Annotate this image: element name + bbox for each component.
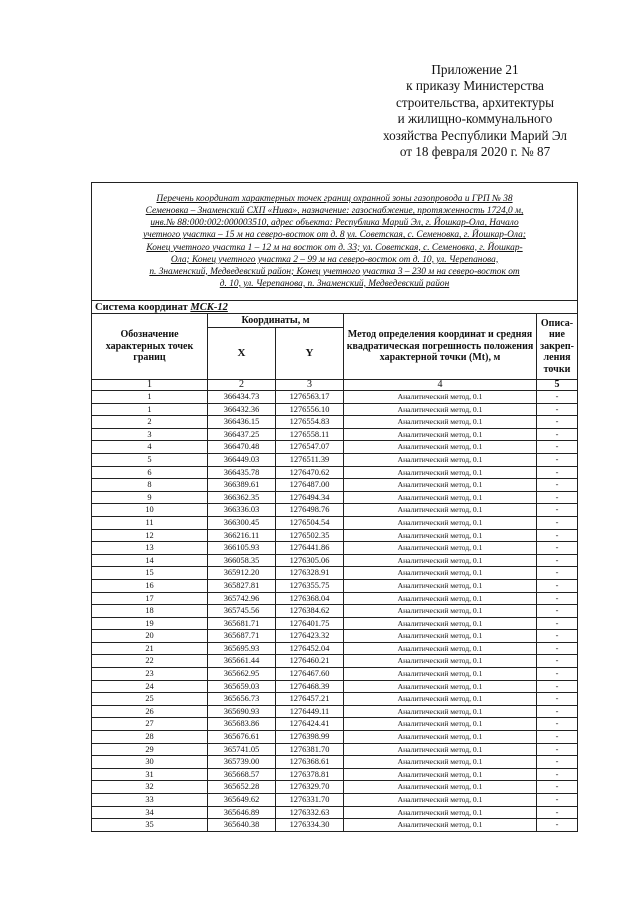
point-number-cell: 27 <box>92 718 208 731</box>
description-cell: - <box>537 403 578 416</box>
x-coordinate-cell: 366336.03 <box>208 504 276 517</box>
y-coordinate-cell: 1276468.39 <box>276 680 344 693</box>
method-cell: Аналитический метод, 0.1 <box>344 567 537 580</box>
table-row <box>92 529 578 542</box>
table-row <box>92 441 578 454</box>
table-row <box>92 617 578 630</box>
x-coordinate-cell: 365662.95 <box>208 668 276 681</box>
point-number-cell: 14 <box>92 554 208 567</box>
point-number-cell: 33 <box>92 794 208 807</box>
point-number-cell: 1 <box>92 403 208 416</box>
table-row <box>92 579 578 592</box>
header-row <box>92 314 578 328</box>
description-cell: - <box>537 391 578 404</box>
x-coordinate-cell: 365652.28 <box>208 781 276 794</box>
point-number-cell: 16 <box>92 579 208 592</box>
description-cell: - <box>537 516 578 529</box>
table-row <box>92 819 578 832</box>
y-coordinate-cell: 1276554.83 <box>276 416 344 429</box>
description-cell: - <box>537 718 578 731</box>
header-line: хозяйства Республики Марий Эл <box>383 127 567 143</box>
description-cell: - <box>537 705 578 718</box>
description-cell: - <box>537 693 578 706</box>
coordinates-table <box>91 182 578 832</box>
table-row <box>92 542 578 555</box>
description-cell: - <box>537 453 578 466</box>
y-coordinate-cell: 1276423.32 <box>276 630 344 643</box>
table-row <box>92 705 578 718</box>
y-coordinate-cell: 1276452.04 <box>276 642 344 655</box>
point-number-cell: 10 <box>92 504 208 517</box>
table-row <box>92 642 578 655</box>
point-number-cell: 24 <box>92 680 208 693</box>
title-line: инв.№ 88:000:002:000003510, адрес объекта: Республика Марий Эл, г. Йошкар-Ола, Начало <box>150 218 519 229</box>
method-cell: Аналитический метод, 0.1 <box>344 516 537 529</box>
point-number-cell: 35 <box>92 819 208 832</box>
method-cell: Аналитический метод, 0.1 <box>344 642 537 655</box>
description-cell: - <box>537 806 578 819</box>
header-line: и жилищно-коммунального <box>397 111 553 127</box>
table-row <box>92 768 578 781</box>
x-coordinate-cell: 365681.71 <box>208 617 276 630</box>
method-cell: Аналитический метод, 0.1 <box>344 617 537 630</box>
header-line: к приказу Министерства <box>406 78 544 94</box>
coordinate-system-label: Система координат <box>95 301 188 313</box>
point-number-cell: 12 <box>92 529 208 542</box>
x-coordinate-cell: 366058.35 <box>208 554 276 567</box>
y-coordinate-cell: 1276457.21 <box>276 693 344 706</box>
table-row <box>92 693 578 706</box>
table-row <box>92 403 578 416</box>
table-row <box>92 731 578 744</box>
y-coordinate-cell: 1276401.75 <box>276 617 344 630</box>
point-number-cell: 19 <box>92 617 208 630</box>
method-cell: Аналитический метод, 0.1 <box>344 768 537 781</box>
y-coordinate-cell: 1276502.35 <box>276 529 344 542</box>
y-coordinate-cell: 1276504.54 <box>276 516 344 529</box>
table-row <box>92 466 578 479</box>
point-number-cell: 3 <box>92 428 208 441</box>
column-number: 4 <box>344 380 537 391</box>
header-y: Y <box>276 328 344 380</box>
point-number-cell: 2 <box>92 416 208 429</box>
table-row <box>92 743 578 756</box>
description-cell: - <box>537 743 578 756</box>
x-coordinate-cell: 365741.05 <box>208 743 276 756</box>
header-method: Метод определения координат и средняя квадратическая погрешность положения характерной точки (Mt), м <box>344 314 537 380</box>
point-number-cell: 22 <box>92 655 208 668</box>
x-coordinate-cell: 366300.45 <box>208 516 276 529</box>
point-number-cell: 11 <box>92 516 208 529</box>
method-cell: Аналитический метод, 0.1 <box>344 806 537 819</box>
table-title <box>92 183 578 301</box>
table-row <box>92 756 578 769</box>
header-line: от 18 февраля 2020 г. № 87 <box>399 144 551 160</box>
x-coordinate-cell: 366105.93 <box>208 542 276 555</box>
y-coordinate-cell: 1276398.99 <box>276 731 344 744</box>
description-cell: - <box>537 668 578 681</box>
title-line: учетного участка – 15 м на северо-восток от д. 8 ул. Советская, с. Семеновка, г. Йошкар-Ола; <box>143 230 526 241</box>
y-coordinate-cell: 1276563.17 <box>276 391 344 404</box>
method-cell: Аналитический метод, 0.1 <box>344 705 537 718</box>
x-coordinate-cell: 366436.15 <box>208 416 276 429</box>
x-coordinate-cell: 366434.73 <box>208 391 276 404</box>
x-coordinate-cell: 366437.25 <box>208 428 276 441</box>
x-coordinate-cell: 366216.11 <box>208 529 276 542</box>
table-row <box>92 605 578 618</box>
x-coordinate-cell: 365676.61 <box>208 731 276 744</box>
column-number: 1 <box>92 380 208 391</box>
table-row <box>92 391 578 404</box>
description-cell: - <box>537 781 578 794</box>
title-line: Ола; Конец учетного участка 2 – 99 м на северо-восток от д. 10, ул. Черепанова, <box>170 254 499 265</box>
description-cell: - <box>537 768 578 781</box>
column-number: 3 <box>276 380 344 391</box>
table-row <box>92 416 578 429</box>
description-cell: - <box>537 592 578 605</box>
description-cell: - <box>537 617 578 630</box>
method-cell: Аналитический метод, 0.1 <box>344 391 537 404</box>
description-cell: - <box>537 605 578 618</box>
table-row <box>92 428 578 441</box>
description-cell: - <box>537 819 578 832</box>
table-row <box>92 453 578 466</box>
method-cell: Аналитический метод, 0.1 <box>344 504 537 517</box>
method-cell: Аналитический метод, 0.1 <box>344 693 537 706</box>
y-coordinate-cell: 1276494.34 <box>276 491 344 504</box>
table-row <box>92 668 578 681</box>
title-row <box>92 183 578 301</box>
y-coordinate-cell: 1276328.91 <box>276 567 344 580</box>
y-coordinate-cell: 1276334.30 <box>276 819 344 832</box>
y-coordinate-cell: 1276556.10 <box>276 403 344 416</box>
x-coordinate-cell: 365668.57 <box>208 768 276 781</box>
method-cell: Аналитический метод, 0.1 <box>344 554 537 567</box>
x-coordinate-cell: 366432.36 <box>208 403 276 416</box>
description-cell: - <box>537 680 578 693</box>
method-cell: Аналитический метод, 0.1 <box>344 441 537 454</box>
y-coordinate-cell: 1276331.70 <box>276 794 344 807</box>
method-cell: Аналитический метод, 0.1 <box>344 403 537 416</box>
x-coordinate-cell: 365659.03 <box>208 680 276 693</box>
y-coordinate-cell: 1276487.00 <box>276 479 344 492</box>
y-coordinate-cell: 1276329.70 <box>276 781 344 794</box>
x-coordinate-cell: 365640.38 <box>208 819 276 832</box>
point-number-cell: 28 <box>92 731 208 744</box>
method-cell: Аналитический метод, 0.1 <box>344 453 537 466</box>
description-cell: - <box>537 642 578 655</box>
x-coordinate-cell: 365690.93 <box>208 705 276 718</box>
method-cell: Аналитический метод, 0.1 <box>344 428 537 441</box>
x-coordinate-cell: 366470.48 <box>208 441 276 454</box>
y-coordinate-cell: 1276467.60 <box>276 668 344 681</box>
description-cell: - <box>537 504 578 517</box>
description-cell: - <box>537 416 578 429</box>
header-coords: Координаты, м <box>208 314 344 328</box>
point-number-cell: 30 <box>92 756 208 769</box>
table-body <box>92 183 578 391</box>
method-cell: Аналитический метод, 0.1 <box>344 819 537 832</box>
header-x: X <box>208 328 276 380</box>
description-cell: - <box>537 479 578 492</box>
description-cell: - <box>537 567 578 580</box>
point-number-cell: 34 <box>92 806 208 819</box>
method-cell: Аналитический метод, 0.1 <box>344 579 537 592</box>
appendix-header <box>350 62 600 160</box>
point-number-cell: 26 <box>92 705 208 718</box>
method-cell: Аналитический метод, 0.1 <box>344 630 537 643</box>
x-coordinate-cell: 365661.44 <box>208 655 276 668</box>
header-line: строительства, архитектуры <box>396 94 554 110</box>
table-row <box>92 504 578 517</box>
method-cell: Аналитический метод, 0.1 <box>344 605 537 618</box>
x-coordinate-cell: 365687.71 <box>208 630 276 643</box>
x-coordinate-cell: 366362.35 <box>208 491 276 504</box>
header-line: Приложение 21 <box>431 62 519 77</box>
point-number-cell: 15 <box>92 567 208 580</box>
description-cell: - <box>537 542 578 555</box>
y-coordinate-cell: 1276305.06 <box>276 554 344 567</box>
description-cell: - <box>537 579 578 592</box>
point-number-cell: 32 <box>92 781 208 794</box>
method-cell: Аналитический метод, 0.1 <box>344 592 537 605</box>
title-line: п. Знаменский, Медведевский район; Конец учетного участка 3 – 230 м на северо-восток от <box>149 266 520 277</box>
point-number-cell: 4 <box>92 441 208 454</box>
coordinate-system-row <box>92 301 578 314</box>
y-coordinate-cell: 1276470.62 <box>276 466 344 479</box>
method-cell: Аналитический метод, 0.1 <box>344 668 537 681</box>
point-number-cell: 31 <box>92 768 208 781</box>
method-cell: Аналитический метод, 0.1 <box>344 466 537 479</box>
description-cell: - <box>537 756 578 769</box>
title-line: Перечень координат характерных точек границ охранной зоны газопровода и ГРП № 38 <box>156 194 513 205</box>
point-number-cell: 18 <box>92 605 208 618</box>
y-coordinate-cell: 1276547.07 <box>276 441 344 454</box>
method-cell: Аналитический метод, 0.1 <box>344 655 537 668</box>
method-cell: Аналитический метод, 0.1 <box>344 491 537 504</box>
point-number-cell: 29 <box>92 743 208 756</box>
y-coordinate-cell: 1276460.21 <box>276 655 344 668</box>
x-coordinate-cell: 365646.89 <box>208 806 276 819</box>
column-number: 2 <box>208 380 276 391</box>
title-line: Семеновка – Знаменский СХП «Нива», назначение: газоснабжение, протяженность 1724,0 м, <box>145 206 524 217</box>
coordinate-system-value: МСК-12 <box>190 301 228 313</box>
description-cell: - <box>537 655 578 668</box>
table-row <box>92 491 578 504</box>
y-coordinate-cell: 1276378.81 <box>276 768 344 781</box>
y-coordinate-cell: 1276424.41 <box>276 718 344 731</box>
method-cell: Аналитический метод, 0.1 <box>344 794 537 807</box>
x-coordinate-cell: 365912.20 <box>208 567 276 580</box>
header-point: Обозначение характерных точек границ <box>92 314 208 380</box>
method-cell: Аналитический метод, 0.1 <box>344 781 537 794</box>
description-cell: - <box>537 466 578 479</box>
method-cell: Аналитический метод, 0.1 <box>344 529 537 542</box>
table-row <box>92 516 578 529</box>
point-number-cell: 6 <box>92 466 208 479</box>
point-number-cell: 23 <box>92 668 208 681</box>
table-row <box>92 806 578 819</box>
y-coordinate-cell: 1276558.11 <box>276 428 344 441</box>
coordinate-system-cell <box>92 301 578 314</box>
x-coordinate-cell: 365739.00 <box>208 756 276 769</box>
table-row <box>92 554 578 567</box>
description-cell: - <box>537 630 578 643</box>
method-cell: Аналитический метод, 0.1 <box>344 756 537 769</box>
y-coordinate-cell: 1276449.11 <box>276 705 344 718</box>
point-number-cell: 25 <box>92 693 208 706</box>
description-cell: - <box>537 428 578 441</box>
header-description: Описа-ние закреп-ления точки <box>537 314 578 380</box>
data-rows <box>92 391 578 832</box>
description-cell: - <box>537 491 578 504</box>
x-coordinate-cell: 365742.96 <box>208 592 276 605</box>
y-coordinate-cell: 1276441.86 <box>276 542 344 555</box>
method-cell: Аналитический метод, 0.1 <box>344 718 537 731</box>
table-row <box>92 567 578 580</box>
description-cell: - <box>537 794 578 807</box>
point-number-cell: 13 <box>92 542 208 555</box>
point-number-cell: 1 <box>92 391 208 404</box>
table-row <box>92 655 578 668</box>
point-number-cell: 8 <box>92 479 208 492</box>
table-row <box>92 794 578 807</box>
title-line: д. 10, ул. Черепанова, п. Знаменский, Медведевский район <box>219 278 450 289</box>
x-coordinate-cell: 366435.78 <box>208 466 276 479</box>
method-cell: Аналитический метод, 0.1 <box>344 479 537 492</box>
point-number-cell: 5 <box>92 453 208 466</box>
title-line: Конец учетного участка 1 – 12 м на восток от д. 33; ул. Советская, с. Семеновка, г. Йошкар- <box>146 242 523 253</box>
y-coordinate-cell: 1276368.04 <box>276 592 344 605</box>
x-coordinate-cell: 366389.61 <box>208 479 276 492</box>
point-number-cell: 9 <box>92 491 208 504</box>
x-coordinate-cell: 365656.73 <box>208 693 276 706</box>
description-cell: - <box>537 731 578 744</box>
x-coordinate-cell: 365683.86 <box>208 718 276 731</box>
y-coordinate-cell: 1276511.39 <box>276 453 344 466</box>
x-coordinate-cell: 365745.56 <box>208 605 276 618</box>
point-number-cell: 17 <box>92 592 208 605</box>
point-number-cell: 21 <box>92 642 208 655</box>
column-number-row <box>92 380 578 391</box>
x-coordinate-cell: 365649.62 <box>208 794 276 807</box>
y-coordinate-cell: 1276355.75 <box>276 579 344 592</box>
method-cell: Аналитический метод, 0.1 <box>344 416 537 429</box>
column-number: 5 <box>537 380 578 391</box>
table-row <box>92 592 578 605</box>
method-cell: Аналитический метод, 0.1 <box>344 731 537 744</box>
description-cell: - <box>537 554 578 567</box>
point-number-cell: 20 <box>92 630 208 643</box>
y-coordinate-cell: 1276384.62 <box>276 605 344 618</box>
x-coordinate-cell: 365695.93 <box>208 642 276 655</box>
table-row <box>92 479 578 492</box>
table-row <box>92 718 578 731</box>
table-row <box>92 781 578 794</box>
method-cell: Аналитический метод, 0.1 <box>344 743 537 756</box>
table-row <box>92 680 578 693</box>
description-cell: - <box>537 441 578 454</box>
x-coordinate-cell: 366449.03 <box>208 453 276 466</box>
y-coordinate-cell: 1276332.63 <box>276 806 344 819</box>
y-coordinate-cell: 1276381.70 <box>276 743 344 756</box>
table-row <box>92 630 578 643</box>
x-coordinate-cell: 365827.81 <box>208 579 276 592</box>
method-cell: Аналитический метод, 0.1 <box>344 542 537 555</box>
method-cell: Аналитический метод, 0.1 <box>344 680 537 693</box>
y-coordinate-cell: 1276368.61 <box>276 756 344 769</box>
y-coordinate-cell: 1276498.76 <box>276 504 344 517</box>
description-cell: - <box>537 529 578 542</box>
